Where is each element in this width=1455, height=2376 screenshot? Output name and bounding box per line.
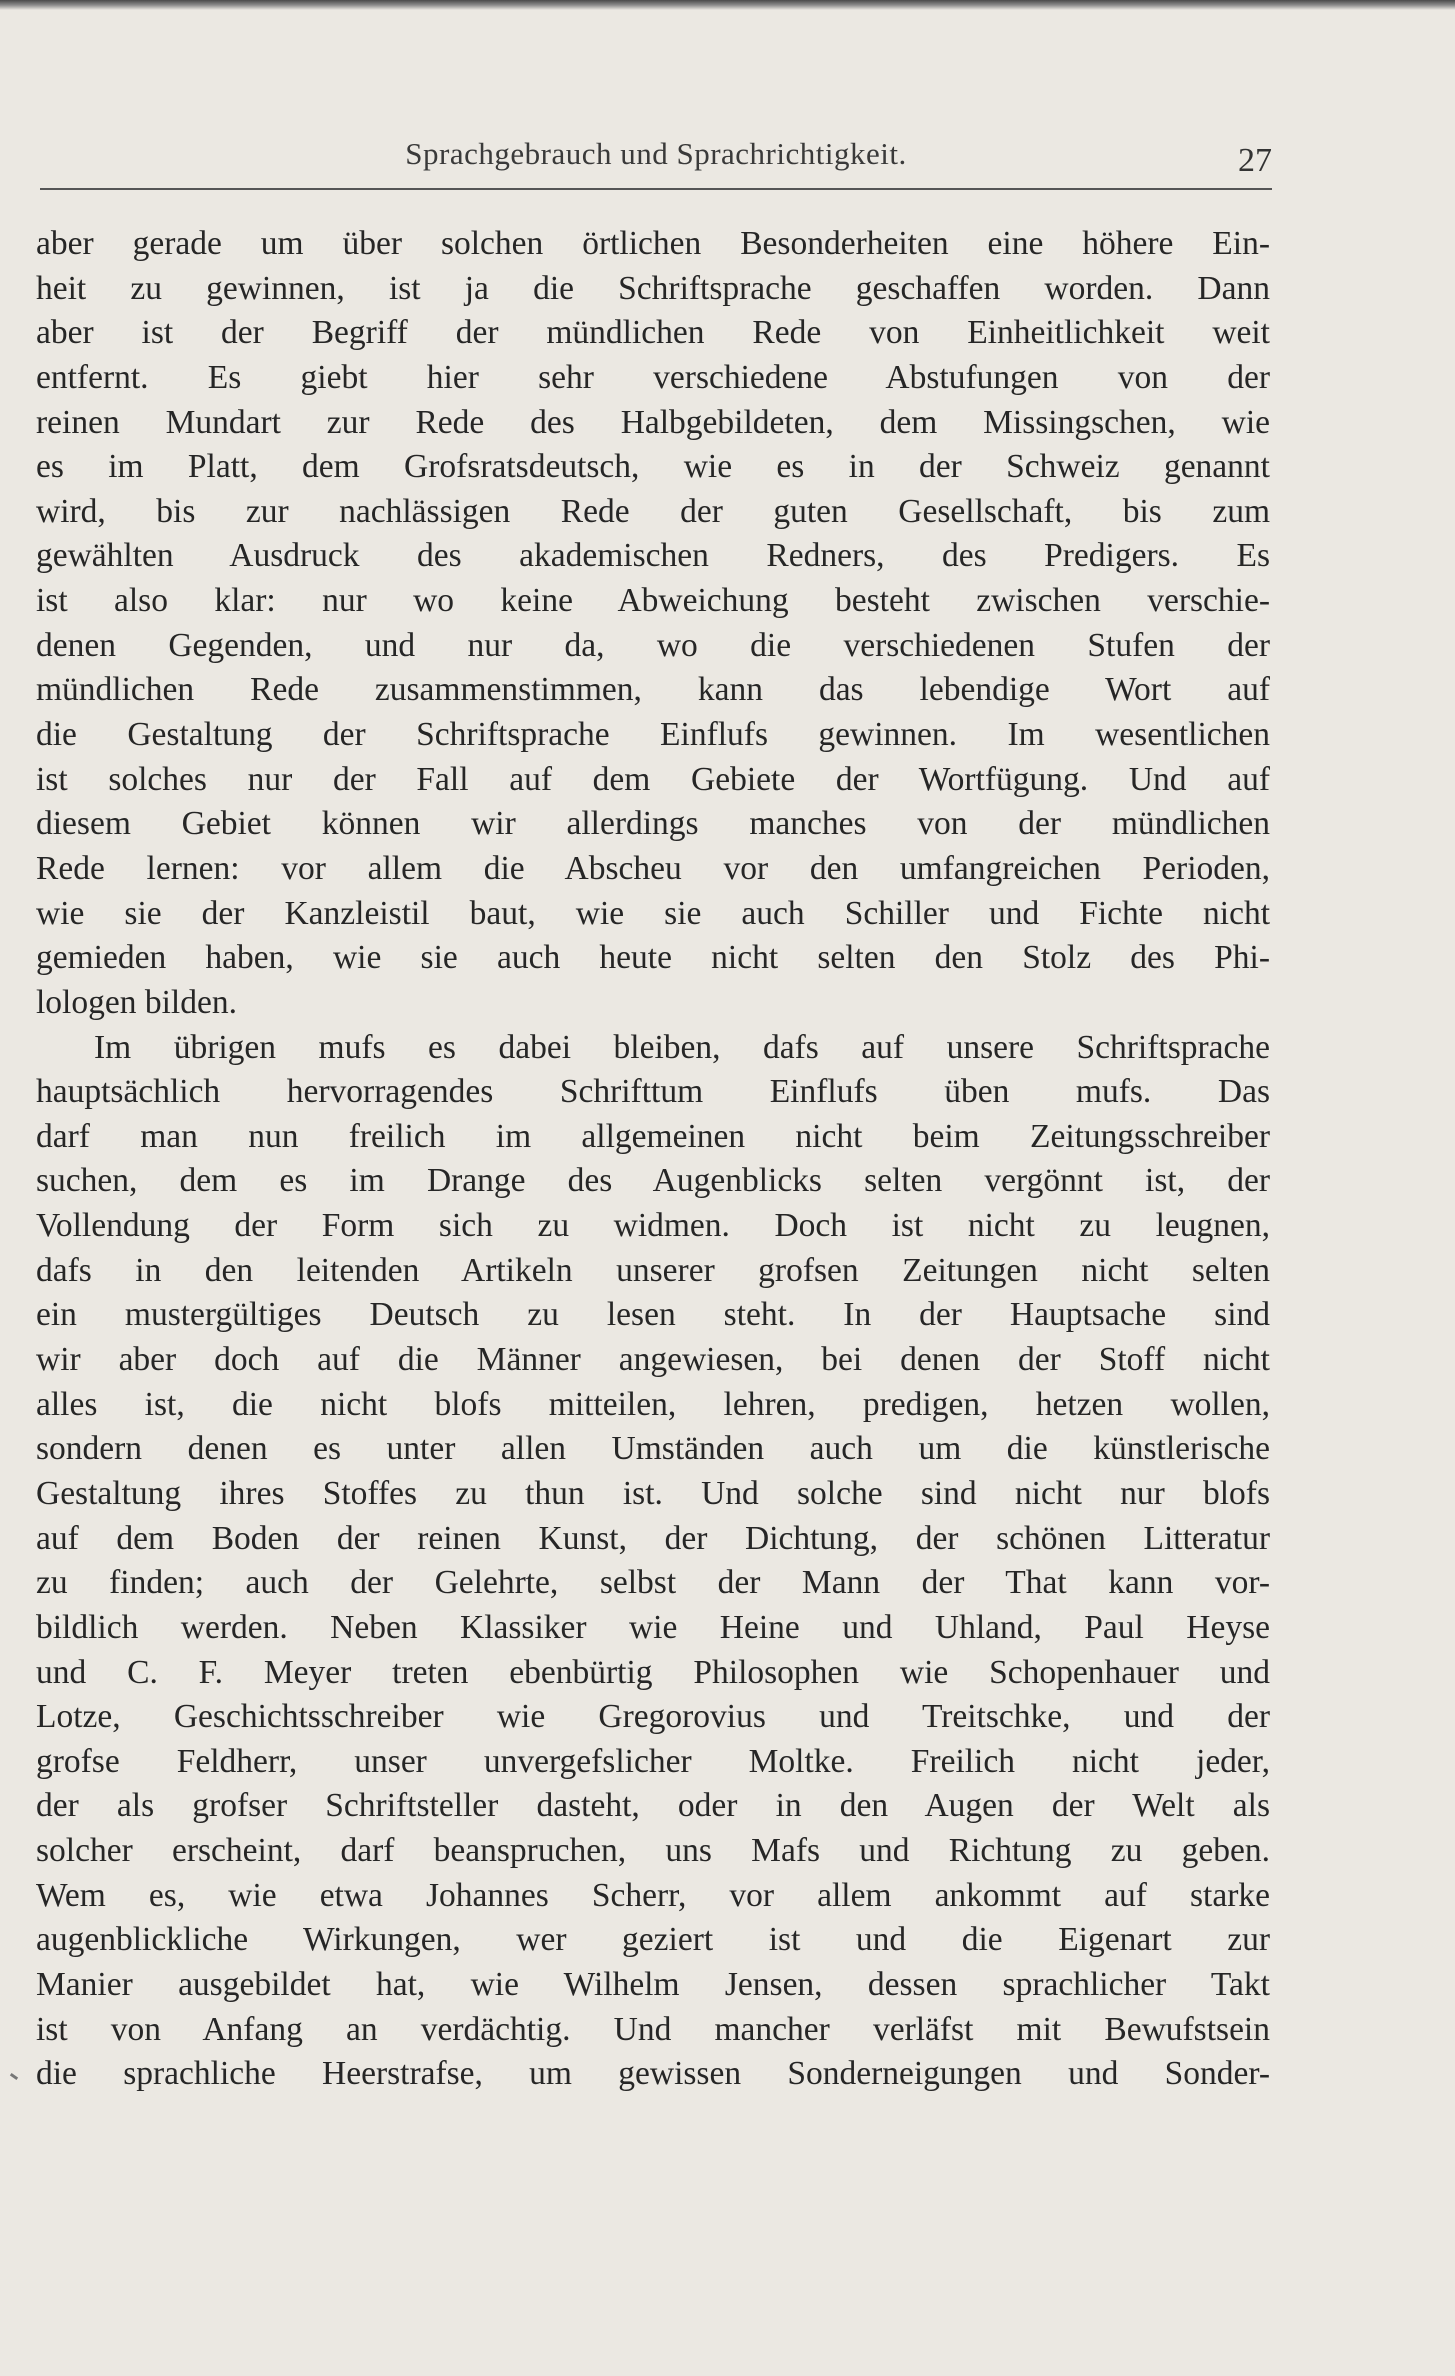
text-line: sondern denen es unter allen Umständen auch um die künstlerische (36, 1430, 1270, 1468)
text-line: denen Gegenden, und nur da, wo die verschiedenen Stufen der (36, 626, 1270, 664)
text-line: die sprachliche Heerstrafse, um gewissen Sonderneigungen und Sonder- (36, 2055, 1270, 2093)
paragraph-first-line: Im übrigen mufs es dabei bleiben, dafs auf unsere Schriftsprache (94, 1028, 1270, 1066)
text-line: suchen, dem es im Drange des Augenblicks selten vergönnt ist, der (36, 1162, 1270, 1200)
text-line: Vollendung der Form sich zu widmen. Doch ist nicht zu leugnen, (36, 1207, 1270, 1245)
text-line: wir aber doch auf die Männer angewiesen, bei denen der Stoff nicht (36, 1341, 1270, 1379)
text-line: wird, bis zur nachlässigen Rede der guten Gesellschaft, bis zum (36, 492, 1270, 530)
page-top-edge (0, 0, 1455, 10)
text-line: heit zu gewinnen, ist ja die Schriftsprache geschaffen worden. Dann (36, 269, 1270, 307)
text-line: auf dem Boden der reinen Kunst, der Dichtung, der schönen Litteratur (36, 1519, 1270, 1557)
text-line: der als grofser Schriftsteller dasteht, oder in den Augen der Welt als (36, 1787, 1270, 1825)
text-line: dafs in den leitenden Artikeln unserer grofsen Zeitungen nicht selten (36, 1251, 1270, 1289)
text-line: reinen Mundart zur Rede des Halbgebildeten, dem Missingschen, wie (36, 403, 1270, 441)
text-line: und C. F. Meyer treten ebenbürtig Philosophen wie Schopenhauer und (36, 1653, 1270, 1691)
text-line: gewählten Ausdruck des akademischen Redners, des Predigers. Es (36, 537, 1270, 575)
text-line: ein mustergültiges Deutsch zu lesen steht. In der Hauptsache sind (36, 1296, 1270, 1334)
text-line: entfernt. Es giebt hier sehr verschiedene Abstufungen von der (36, 358, 1270, 396)
text-line: Manier ausgebildet hat, wie Wilhelm Jensen, dessen sprachlicher Takt (36, 1965, 1270, 2003)
text-line: aber ist der Begriff der mündlichen Rede von Einheitlichkeit weit (36, 314, 1270, 352)
text-line: es im Platt, dem Grofsratsdeutsch, wie es in der Schweiz genannt (36, 448, 1270, 486)
page-number: 27 (1238, 142, 1272, 179)
running-title: Sprachgebrauch und Sprachrichtigkeit. (405, 136, 907, 171)
text-line: grofse Feldherr, unser unvergefslicher Moltke. Freilich nicht jeder, (36, 1742, 1270, 1780)
text-line: zu finden; auch der Gelehrte, selbst der Mann der That kann vor- (36, 1564, 1270, 1602)
text-line: Rede lernen: vor allem die Abscheu vor den umfangreichen Perioden, (36, 849, 1270, 887)
text-line: Lotze, Geschichtsschreiber wie Gregorovius und Treitschke, und der (36, 1698, 1270, 1736)
text-line: hauptsächlich hervorragendes Schrifttum Einflufs üben mufs. Das (36, 1073, 1270, 1111)
text-line: Gestaltung ihres Stoffes zu thun ist. Und solche sind nicht nur blofs (36, 1474, 1270, 1512)
text-line: darf man nun freilich im allgemeinen nicht beim Zeitungsschreiber (36, 1117, 1270, 1155)
margin-speck (10, 2073, 18, 2080)
text-line: ist solches nur der Fall auf dem Gebiete der Wortfügung. Und auf (36, 760, 1270, 798)
text-line: alles ist, die nicht blofs mitteilen, lehren, predigen, hetzen wollen, (36, 1385, 1270, 1423)
text-line: Wem es, wie etwa Johannes Scherr, vor allem ankommt auf starke (36, 1876, 1270, 1914)
text-line: wie sie der Kanzleistil baut, wie sie auch Schiller und Fichte nicht (36, 894, 1270, 932)
text-line: aber gerade um über solchen örtlichen Besonderheiten eine höhere Ein- (36, 225, 1270, 262)
text-line: augenblickliche Wirkungen, wer geziert ist und die Eigenart zur (36, 1921, 1270, 1959)
body-text (36, 222, 1270, 2097)
text-line: bildlich werden. Neben Klassiker wie Heine und Uhland, Paul Heyse (36, 1608, 1270, 1646)
text-line: ist von Anfang an verdächtig. Und mancher verläfst mit Bewufstsein (36, 2010, 1270, 2048)
text-line: mündlichen Rede zusammenstimmen, kann das lebendige Wort auf (36, 671, 1270, 709)
text-line: solcher erscheint, darf beanspruchen, uns Mafs und Richtung zu geben. (36, 1832, 1270, 1870)
text-line: gemieden haben, wie sie auch heute nicht selten den Stolz des Phi- (36, 939, 1270, 977)
running-head (40, 128, 1272, 190)
text-line: diesem Gebiet können wir allerdings manches von der mündlichen (36, 805, 1270, 843)
text-line: die Gestaltung der Schriftsprache Einflufs gewinnen. Im wesentlichen (36, 716, 1270, 754)
paragraph-last-line: lologen bilden. (36, 983, 237, 1021)
text-line: ist also klar: nur wo keine Abweichung besteht zwischen verschie- (36, 582, 1270, 620)
